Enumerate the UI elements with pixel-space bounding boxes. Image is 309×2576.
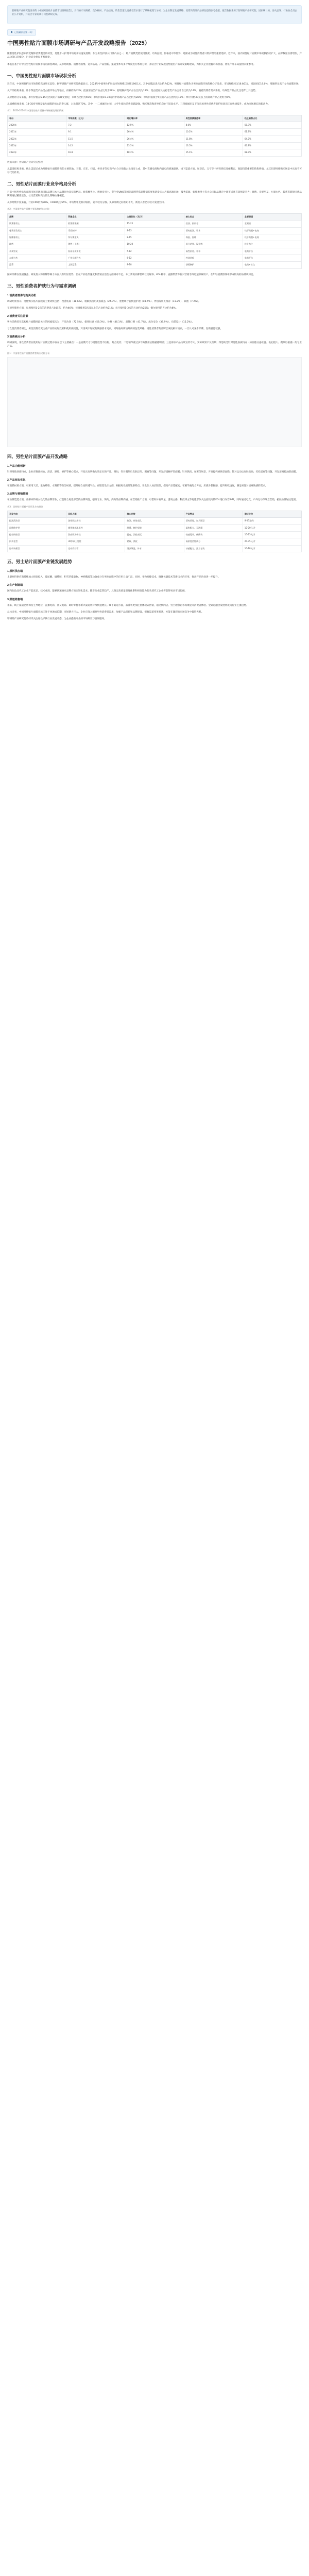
paragraph: 从产品结构来看，补水保湿类产品仍占据市场主导地位，份额约为42%；控油清洁类产品占比约为26%；舒缓修护类产品占比约为18%；美白提亮及抗初老类产品合计占比约为14%。随着消费者需求升级，功效型产品占比呈逐年上升趋势。 bbox=[7, 89, 258, 92]
table-cell: 冰感配方、独立包装 bbox=[184, 545, 243, 552]
table-cell: 亲爱男友 bbox=[8, 248, 66, 255]
paragraph: 智研瞻产业研究院将持续关注男性护肤行业发展动态，为企业提供专业的市场研究与咨询服务。 bbox=[7, 617, 107, 620]
table-row bbox=[8, 234, 302, 241]
table-header: 线上销售占比 bbox=[243, 115, 301, 122]
table-cell: 保湿、舒缓 bbox=[184, 234, 243, 241]
table-cell: 左颜右色 bbox=[8, 255, 66, 261]
table-row bbox=[8, 248, 302, 255]
table-cell: 拜尔斯道夫 bbox=[66, 234, 125, 241]
table-cell: 10-20 bbox=[125, 241, 184, 248]
table-row bbox=[8, 149, 302, 156]
table-cell: 妮维雅男士 bbox=[8, 234, 66, 241]
table-row bbox=[8, 135, 302, 142]
table-cell: 26.4% bbox=[125, 129, 184, 135]
table-cell: 线上为主 bbox=[243, 241, 301, 248]
table-row bbox=[8, 129, 302, 135]
brand-comparison-table bbox=[7, 213, 302, 269]
table-header: 男性面膜渗透率 bbox=[184, 115, 243, 122]
page-title: 中国男性贴片面膜市场调研与产品开发战略报告（2025） bbox=[7, 40, 150, 47]
table-cell: 成分功效、设计感 bbox=[184, 241, 243, 248]
section-heading: 四、男性贴片面膜产品开发战略 bbox=[7, 454, 68, 460]
paragraph: 从市场集中度来看，行业CR5约为38%，CR10约为55%，市场集中度相对较低，竞争较为分散。头部品牌之间差距不大，新进入者仍有较大发展空间。 bbox=[7, 201, 166, 205]
table-cell: 10-18元/片 bbox=[243, 545, 301, 552]
table-cell: 2021年 bbox=[8, 129, 66, 135]
table-row bbox=[8, 221, 302, 227]
section-heading: 二、男性贴片面膜行业竞争格局分析 bbox=[7, 181, 76, 187]
table-row bbox=[8, 518, 302, 524]
table-cell: 8-15 bbox=[125, 234, 184, 241]
table-header: 核心功效 bbox=[125, 511, 184, 518]
table-cell: 18.3% bbox=[125, 149, 184, 156]
subsection-heading: 3.品牌与营销策略 bbox=[7, 493, 28, 496]
intro-box bbox=[7, 5, 302, 24]
table-cell: 提亮、淡化暗沉 bbox=[125, 532, 184, 538]
table-header: 品牌 bbox=[8, 213, 66, 220]
table-cell: 58.3% bbox=[243, 122, 301, 128]
paragraph: 在使用频率方面，每周使用1-2次的消费者占比最高，约为46%；每周使用3次及以上的占比约为21%；每月使用1-3次的占比约为25%；偶尔使用的占比约为8%。 bbox=[7, 307, 178, 310]
table-cell: 64.2% bbox=[243, 135, 301, 142]
table-cell: 电商平台 bbox=[243, 255, 301, 261]
table-cell: 控油、抗初老 bbox=[184, 221, 243, 227]
table-cell: 23.5% bbox=[125, 142, 184, 149]
collection-tag-label: 已收藏到合集 · 3个 bbox=[14, 30, 33, 33]
subsection-heading: 2.消费者关注因素 bbox=[7, 315, 28, 318]
table-cell: 运动场景型 bbox=[8, 545, 66, 552]
table-cell: 68.9% bbox=[243, 149, 301, 156]
table-cell: 30岁以上男性 bbox=[66, 538, 125, 545]
table-caption: 表1：2020-2024年中国男性贴片面膜市场规模及增长情况 bbox=[7, 109, 64, 112]
table-cell: 剃须敏感肌男性 bbox=[66, 524, 125, 531]
table-row bbox=[8, 524, 302, 531]
paragraph: 目前中国男性贴片面膜市场呈现出国际品牌与本土品牌同台竞技的格局。欧莱雅男士、碧欧泉男士、资生堂UNO等国际品牌凭借品牌知名度和研发实力占据高端市场；曼秀雷敦、妮维雅男士等大众国际品牌在中端市场具有较强竞争力；理然、亲爱男友、左颜右色、蓝系等新锐国货品牌则通过精准定位、社交营销和高性价比策略快速崛起。 bbox=[7, 191, 302, 198]
table-cell: 20-35元/片 bbox=[243, 538, 301, 545]
table-row bbox=[8, 142, 302, 149]
table-cell: 清爽质地、加大版型 bbox=[184, 518, 243, 524]
table-cell: 欧莱雅男士 bbox=[8, 221, 66, 227]
tag-row bbox=[7, 29, 302, 36]
table-cell: 电商+社交 bbox=[243, 262, 301, 268]
table-header: 核心卖点 bbox=[184, 213, 243, 220]
table-cell: 舒缓修护型 bbox=[8, 524, 66, 531]
paragraph: 调研发现，男性消费者在使用贴片面膜过程中存在以下主要痛点：一是面膜尺寸与男性脸型不匹配，贴合度差；二是精华液过多导致使用后黏腻感明显；三是部分产品功效宣传夸大，实际效果不及预期；四是缺乏针对男性肤质特点（如油脂分泌旺盛、毛孔粗大、剃须后敏感）的专业产品。 bbox=[7, 342, 302, 348]
paragraph: 随着男性护肤意识的觉醒和消费观念的转变，男性个人护理市场迎来快速发展期。作为男性护肤入门级产品之一，贴片面膜凭借使用便捷、功效直观、价格适中等优势，逐渐成为男性消费者日常护理的重要选择。近年来，国内男性贴片面膜市场规模持续扩大，品牌数量显著增加，产品功能日趋细分，行业竞争格局不断演变。 bbox=[7, 53, 302, 59]
table-cell: 理然（上海） bbox=[66, 241, 125, 248]
market-size-table bbox=[7, 115, 302, 157]
table-cell: 电商平台 bbox=[243, 248, 301, 255]
table-header: 开发方向 bbox=[8, 511, 66, 518]
table-cell: 上海蓝系 bbox=[66, 262, 125, 268]
table-cell: 8-18 bbox=[125, 262, 184, 268]
table-cell: 运动爱好者 bbox=[66, 545, 125, 552]
paragraph: 国际品牌在渠道覆盖、研发投入和品牌影响力方面具有明显优势，但在产品迭代速度和营销灵活性方面相对不足。本土新锐品牌借助社交媒体、KOL种草、直播带货等新兴营销手段迅速积累用户，在年轻消费群体中形成较高的品牌认知度。 bbox=[7, 273, 256, 276]
paragraph: 调研结果显示，男性购买贴片面膜的主要动机包括：改善肤质（38.6%）、缓解熬夜后皮肤疲态（24.3%）、重要场合前快速护理（18.7%）、伴侣或朋友推荐（11.2%）、其他（7.2%）。 bbox=[7, 300, 201, 303]
paragraph: 总体来看，中国男性贴片面膜市场正处于快速成长期，市场潜力巨大。企业应深入洞察男性消费者需求，加强产品创新和品牌建设，把握渠道变革机遇，方能在激烈的市场竞争中赢得先机。 bbox=[7, 611, 204, 614]
subsection-heading: 1.原料供应端 bbox=[7, 570, 23, 573]
paragraph: 从价格带分布来看，单片价格在5-15元区间的产品最受欢迎，市场占比约为55%；单片价格15-30元的中高端产品占比约为28%；单片价格低于5元的产品占比约为12%；单片价格30元以上的高端产品占比约为5%。 bbox=[7, 96, 233, 99]
table-header: 主要价位（元/片） bbox=[125, 213, 184, 220]
product-direction-table bbox=[7, 511, 302, 552]
subsection-heading: 2.生产制造端 bbox=[7, 584, 23, 587]
table-cell: 快速见效、便携装 bbox=[184, 532, 243, 538]
table-header: 产品特点 bbox=[184, 511, 243, 518]
table-row bbox=[8, 227, 302, 234]
collection-tag-button[interactable] bbox=[7, 29, 36, 36]
table-cell: 8-15元/片 bbox=[243, 518, 301, 524]
table-cell: 15.1% bbox=[184, 149, 243, 156]
table-cell: 12-20元/片 bbox=[243, 524, 301, 531]
paragraph: 男性消费者在选购贴片面膜时最关注的因素依次为：产品功效（72.5%）、使用肤感（58.3%）、价格（46.1%）、品牌口碑（41.7%）、成分安全（38.9%）、包装设计（15.2%）。 bbox=[7, 321, 195, 324]
table-row bbox=[8, 241, 302, 248]
table-row bbox=[8, 255, 302, 261]
table-cell: 乐敦制药 bbox=[66, 227, 125, 234]
table-cell: 8.6% bbox=[184, 122, 243, 128]
table-cell: 8-15 bbox=[125, 227, 184, 234]
table-cell: 6-12 bbox=[125, 255, 184, 261]
paragraph: 近年来，中国男性护肤市场保持高速增长态势。据智研瞻产业研究院数据显示，2024年中国男性护肤品市场规模已突破180亿元，其中面膜品类占比约为12%。男性贴片面膜作为男性面膜市场的核心子品类，市场规模约为16.8亿元，同比增长18.6%，增速明显高于女性面膜市场。 bbox=[7, 82, 301, 86]
table-cell: 线下商超+电商 bbox=[243, 234, 301, 241]
paragraph: 未来，线上渠道仍将保持主导地位，直播电商、社交电商、即时零售等新兴渠道将持续快速增长。线下渠道方面，品牌将更加注重体验式营销，通过快闪店、男士理容店等场景提升消费者体验。全渠道融合发展将成为行业主流趋势。 bbox=[7, 604, 249, 607]
table-cell: 61.7% bbox=[243, 129, 301, 135]
subsection-heading: 2.产品形态优化 bbox=[7, 479, 26, 482]
source-note: 数据来源：智研瞻产业研究院整理 bbox=[7, 161, 43, 164]
table-cell: 清凉降温、补水 bbox=[125, 545, 184, 552]
table-cell: 温和配方、无酒精 bbox=[184, 524, 243, 531]
section-intro bbox=[7, 52, 302, 66]
bottom-spacer bbox=[7, 624, 302, 627]
table-cell: 理然 bbox=[8, 241, 66, 248]
table-cell: 高性价比、补水 bbox=[184, 248, 243, 255]
table-cell: 9.1 bbox=[66, 129, 125, 135]
table-header: 市场规模（亿元） bbox=[66, 115, 125, 122]
section-heading: 五、男士贴片面膜产业链发展趋势 bbox=[7, 559, 72, 565]
table-cell: 全渠道 bbox=[243, 221, 301, 227]
table-header: 同比增长率 bbox=[125, 115, 184, 122]
table-header: 建议价位 bbox=[243, 511, 301, 518]
table-cell: 控油、收缩毛孔 bbox=[125, 518, 184, 524]
table-cell: 16.8 bbox=[66, 149, 125, 156]
table-row bbox=[8, 545, 302, 552]
paragraph: 本报告基于对中国男性贴片面膜市场的深度调研，从市场规模、消费者画像、竞争格局、产品创新、渠道变革等多个维度进行系统分析，并结合行业发展趋势提出产品开发策略建议，为相关企业把握市场机遇、优化产品布局提供决策参考。 bbox=[7, 63, 256, 66]
subsection-heading: 3.渠道销售端 bbox=[7, 598, 23, 601]
table-cell: 2024年 bbox=[8, 149, 66, 156]
table-row bbox=[8, 538, 302, 545]
table-cell: 15-25 bbox=[125, 221, 184, 227]
table-caption: 表3：男性贴片面膜产品开发方向建议 bbox=[7, 505, 43, 508]
table-cell: 11.5 bbox=[66, 135, 125, 142]
table-cell: 清爽控油、补水 bbox=[184, 227, 243, 234]
paragraph: 在品牌塑造方面，应摒弃传统女性化的品牌形象，打造符合男性审美的品牌调性，强调专业、简约、高效的品牌内涵。在营销推广方面，可借助体育明星、游戏主播、科技博主等男性群体关注度较高的KOL进行内容种草，同时通过电竞、户外运动等场景营销，拓展品牌触达范围。 bbox=[7, 499, 298, 502]
table-cell: 曼秀雷敦男士 bbox=[8, 227, 66, 234]
subsection-heading: 3.消费痛点分析 bbox=[7, 335, 26, 339]
section-heading: 一、中国男性贴片面膜市场现状分析 bbox=[7, 73, 76, 78]
table-cell: 2022年 bbox=[8, 135, 66, 142]
table-row bbox=[8, 262, 302, 268]
paragraph: 在面膜材质方面，可采用天丝、生物纤维、水凝胶等新型材质，提升贴合度和透气性；在版型设计方面，根据男性面部轮廓特点，开发加大加长版型，提高产品适配度；在精华液配方方面，应减少黏腻感，提升吸收速度，满足男性对清爽肤感的需求。 bbox=[7, 485, 268, 488]
paragraph: 从渠道结构来看，线上渠道已成为男性贴片面膜销售的主要阵地。天猫、京东、抖音、拼多多等电商平台合计销售占比接近七成，其中直播电商和内容电商增速最快。线下渠道方面，屈臣氏、万宁等个护连锁店及便利店、商超仍是重要的销售终端，尤其在即时性购买场景中具有不可替代的作用。 bbox=[7, 167, 302, 174]
table-cell: 油性肌肤男性 bbox=[66, 518, 125, 524]
table-cell: 15-25元/片 bbox=[243, 532, 301, 538]
table-cell: 提亮焕肤型 bbox=[8, 532, 66, 538]
table-cell: 2020年 bbox=[8, 122, 66, 128]
table-row bbox=[8, 532, 302, 538]
intro-text: 智研瞻产业研究院发布的《中国男性贴片面膜市场调研报告》，对行业市场规模、竞争格局、产品结构、销售渠道及消费者需求进行了系统梳理与分析，为企业制定发展战略、投资决策及产品研发提供参考依据。报告数据来源于智研瞻产业研究院、国家统计局、海关总署、行业协会及企业公开资料，并结合专家访谈与问卷调研完成。 bbox=[12, 10, 297, 16]
table-row bbox=[8, 122, 302, 128]
table-cell: 7.2 bbox=[66, 122, 125, 128]
table-cell: 26.4% bbox=[125, 135, 184, 142]
subsection-heading: 1.产品功能创新 bbox=[7, 465, 26, 468]
bookmark-icon bbox=[10, 31, 13, 33]
paragraph: 上游原料供应商持续加大研发投入，玻尿酸、烟酰胺、积雪草提取物、神经酰胺等功效成分在男性面膜中的应用日益广泛。同时，生物发酵技术、微囊包裹技术等新技术的应用，推动产品功效进一步提升。 bbox=[7, 576, 220, 579]
table-cell: 11.8% bbox=[184, 135, 243, 142]
figure-placeholder bbox=[7, 357, 302, 447]
table-cell: 舒缓、修护屏障 bbox=[125, 524, 184, 531]
table-caption: 表2：中国男性贴片面膜主要品牌竞争力对比 bbox=[7, 208, 50, 211]
table-cell: 欧莱雅集团 bbox=[66, 221, 125, 227]
section-heading: 三、男性消费者护肤行为与需求调研 bbox=[7, 283, 76, 289]
table-cell: 控油清洁型 bbox=[8, 518, 66, 524]
article-page bbox=[0, 0, 309, 627]
subsection-heading: 1.消费者画像与购买动机 bbox=[7, 294, 37, 297]
table-cell: 2023年 bbox=[8, 142, 66, 149]
table-cell: 高浓度活性成分 bbox=[184, 538, 243, 545]
table-cell: 14.2 bbox=[66, 142, 125, 149]
table-cell: 66.8% bbox=[243, 142, 301, 149]
table-cell: 杭州亲爱男友 bbox=[66, 248, 125, 255]
table-header: 年份 bbox=[8, 115, 66, 122]
section-market-status bbox=[7, 73, 302, 106]
figure-caption: 图1：中国男性贴片面膜消费者购买动机分布 bbox=[7, 351, 50, 354]
table-cell: 10.2% bbox=[184, 129, 243, 135]
table-cell: 13.5% bbox=[184, 142, 243, 149]
table-cell: 5-12 bbox=[125, 248, 184, 255]
table-cell: 12.5% bbox=[125, 122, 184, 128]
table-header: 所属企业 bbox=[66, 213, 125, 220]
paragraph: 从消费群体来看，18-35岁男性是贴片面膜的核心消费人群，占比超过70%。其中，一二线城市白领、大学生群体消费意愿最强，购买频次和客单价均处于较高水平。三四线城市及下沉市场男性消费者的护肤意识正在快速提升，成为市场增长的新动力。 bbox=[7, 103, 270, 106]
table-cell: 熬夜职场男性 bbox=[66, 532, 125, 538]
paragraph: 针对男性肤质特点，企业应聚焦控油、清洁、舒缓、修护等核心需求，开发具有明确功效定位的产品。例如，针对剃须后皮肤泛红、刺痛等问题，开发舒缓修护型面膜；针对熬夜、加班等场景，开发提亮焕肤型面膜；针对运动后皮肤出油、毛孔堵塞等问题，开发清爽控油型面膜。 bbox=[7, 471, 299, 474]
table-cell: 广州左颜右色 bbox=[66, 255, 125, 261]
table-cell: 舒缓修护 bbox=[184, 262, 243, 268]
table-cell: 蓝系 bbox=[8, 262, 66, 268]
table-header: 目标人群 bbox=[66, 511, 125, 518]
table-header: 主要渠道 bbox=[243, 213, 301, 220]
table-cell: 紧致、淡纹 bbox=[125, 538, 184, 545]
table-cell: 抗初老型 bbox=[8, 538, 66, 545]
table-cell: 控油祛痘 bbox=[184, 255, 243, 261]
paragraph: 国内化妆品代工企业产能充足、技术成熟，能够快速响应品牌方的定制化需求。随着行业监管趋严，具备完善质量管理体系和研发能力的头部代工企业将获得更多市场份额。 bbox=[7, 590, 187, 593]
paragraph: 与女性消费者相比，男性消费者更注重产品的实际效果和使用便捷性，对清爽不黏腻的肤感要求更高，同时偏好简洁硬朗的包装风格。男性消费者的品牌忠诚度相对较高，一旦认可某个品牌，复购意愿较强。 bbox=[7, 328, 223, 331]
table-cell: 线下商超+电商 bbox=[243, 227, 301, 234]
